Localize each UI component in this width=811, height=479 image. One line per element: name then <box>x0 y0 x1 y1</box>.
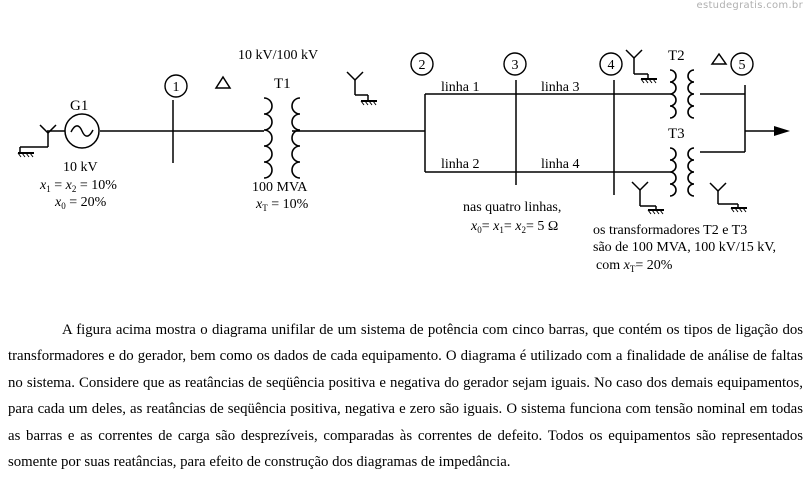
t3-left-grounded-wye-icon <box>632 182 664 214</box>
transformer-t1 <box>250 98 300 178</box>
generator-g1 <box>18 114 99 157</box>
t2-grounded-wye-icon <box>626 50 657 83</box>
generator-voltage: 10 kV <box>63 160 98 175</box>
line-note-reactances: $x_0= x_1= x_2= 5$ Ω <box>471 219 559 235</box>
generator-grounded-wye-icon <box>20 125 56 153</box>
t2-delta-icon <box>712 54 726 64</box>
generator-x0: $x_0 = 20\%$ <box>55 195 107 211</box>
transformer-note-line3: com $x_T= 20\%$ <box>596 258 673 274</box>
t1-grounded-wye-icon <box>347 72 377 105</box>
t3-primary-coil-icon <box>670 148 676 196</box>
generator-x12: $x_1 = x_2 = 10\%$ <box>40 178 117 194</box>
t2-label: T2 <box>668 48 685 64</box>
t3-label: T3 <box>668 126 685 142</box>
linha-4-label: linha 4 <box>541 157 580 172</box>
bus-5-label: 5 <box>738 58 746 73</box>
t2-primary-coil-icon <box>670 70 676 118</box>
t1-voltage-ratio: 10 kV/100 kV <box>238 48 319 63</box>
bus-2-label: 2 <box>418 58 426 73</box>
line-note-title: nas quatro linhas, <box>463 200 562 215</box>
t3-right-grounded-wye-icon <box>710 183 747 212</box>
t1-secondary-coil-icon <box>292 98 300 178</box>
bus-4-label: 4 <box>607 58 615 73</box>
t1-delta-icon <box>216 77 230 88</box>
linha-1-label: linha 1 <box>441 80 480 95</box>
linha-2-label: linha 2 <box>441 157 480 172</box>
transformer-note-line1: os transformadores T2 e T3 <box>593 223 748 238</box>
t1-reactance: $x_T = 10\%$ <box>256 197 309 213</box>
linha-3-label: linha 3 <box>541 80 580 95</box>
bus-3-label: 3 <box>511 58 519 73</box>
bus-1-label: 1 <box>172 80 180 95</box>
sine-wave-icon <box>71 126 93 136</box>
transformer-t3 <box>670 148 694 196</box>
transformer-note-line2: são de 100 MVA, 100 kV/15 kV, <box>593 240 777 255</box>
watermark: estudegratis.com.br <box>696 0 803 11</box>
t2-secondary-coil-icon <box>688 70 694 118</box>
load-arrow-icon <box>774 126 790 136</box>
generator-label: G1 <box>70 98 89 114</box>
t1-primary-coil-icon <box>264 98 272 178</box>
problem-statement: A figura acima mostra o diagrama unifilar de um sistema de potência com cinco barras, que contém os tipos de ligação dos transformadores e do gerador, bem como os dados de cada equipamento. O diagrama é utilizado com a finalidade de análise de faltas no sistema. Considere que as reatâncias de seqüência positiva e negativa do gerador sejam iguais. No caso dos demais equipamentos, para cada um deles, as reatâncias de seqüência positiva, negativa e zero são iguais. O sistema funciona com tensão nominal em todas as barras e as correntes de carga são desprezíveis, comparadas às correntes de defeito. Todos os equipamentos são representados somente por suas reatâncias, para efeito de construção dos diagramas de impedância. <box>8 322 803 471</box>
t3-secondary-coil-icon <box>688 148 694 196</box>
t1-label: T1 <box>274 76 291 92</box>
t1-rating: 100 MVA <box>252 180 308 195</box>
transformer-t2 <box>670 70 694 118</box>
